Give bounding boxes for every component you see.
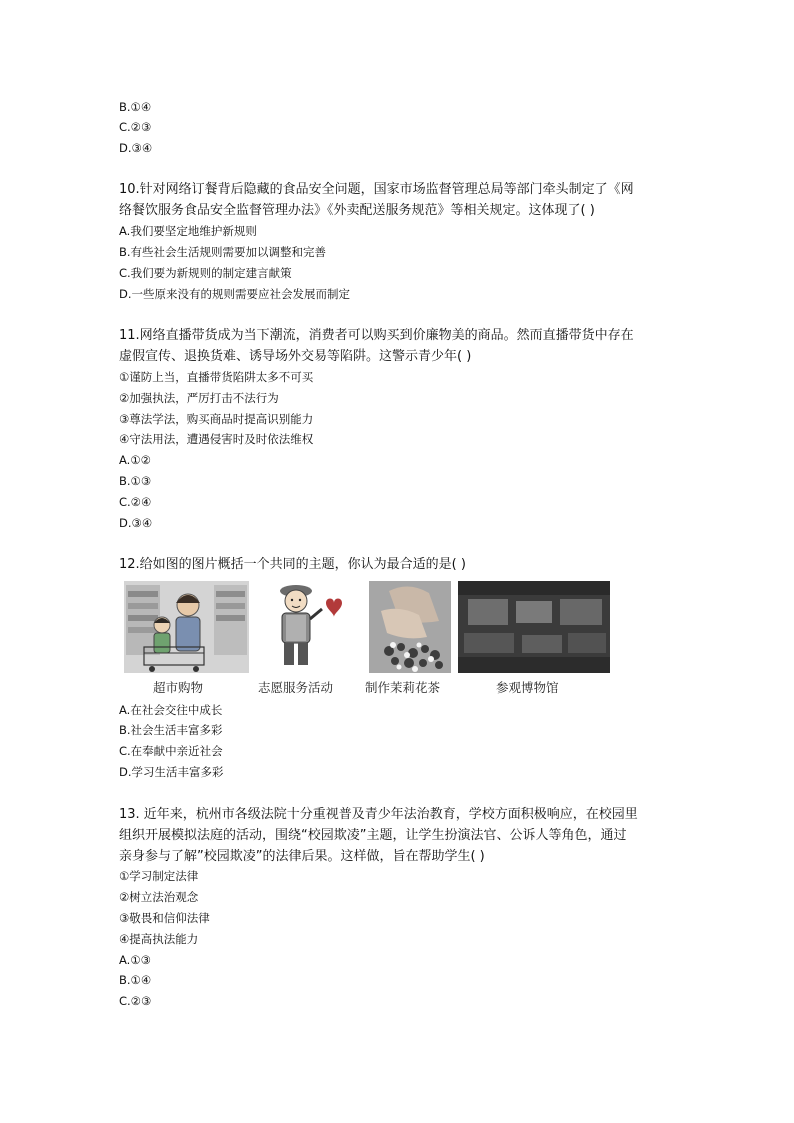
- q9-option-c: C.②③: [119, 120, 152, 134]
- caption-museum: 参观博物馆: [496, 680, 559, 695]
- jasmine-tea-image: [369, 581, 451, 673]
- caption-jasmine-tea: 制作茉莉花茶: [365, 680, 441, 695]
- q11-item-3: ③尊法学法，购买商品时提高识别能力: [119, 412, 314, 426]
- q13-stem-line3: 亲身参与了解”校园欺凌”的法律后果。这样做，旨在帮助学生( ): [119, 849, 485, 864]
- q9-option-d: D.③④: [119, 141, 153, 155]
- museum-image: [458, 581, 610, 673]
- supermarket-image: [124, 581, 249, 673]
- q13-item-1: ①学习制定法律: [119, 869, 199, 883]
- q11-option-c: C.②④: [119, 495, 152, 509]
- q12-option-b: B.社会生活丰富多彩: [119, 723, 223, 737]
- q13-option-c: C.②③: [119, 994, 152, 1008]
- q11-stem-line1: 11.网络直播带货成为当下潮流，消费者可以购买到价廉物美的商品。然而直播带货中存在: [119, 328, 634, 343]
- q11-item-2: ②加强执法，严厉打击不法行为: [119, 391, 279, 405]
- q11-item-1: ①谨防上当，直播带货陷阱太多不可买: [119, 370, 314, 384]
- caption-volunteer: 志愿服务活动: [258, 680, 334, 695]
- q11-stem-line2: 虚假宣传、退换货难、诱导场外交易等陷阱。这警示青少年( ): [119, 349, 472, 364]
- q13-item-4: ④提高执法能力: [119, 932, 199, 946]
- q12-option-c: C.在奉献中亲近社会: [119, 744, 223, 758]
- q13-item-3: ③敬畏和信仰法律: [119, 911, 210, 925]
- q9-option-b: B.①④: [119, 100, 152, 114]
- q10-option-c: C.我们要为新规则的制定建言献策: [119, 266, 292, 280]
- q13-item-2: ②树立法治观念: [119, 890, 199, 904]
- q12-stem: 12.给如图的图片概括一个共同的主题，你认为最合适的是( ): [119, 557, 466, 572]
- q12-option-d: D.学习生活丰富多彩: [119, 765, 224, 779]
- q10-option-a: A.我们要坚定地维护新规则: [119, 224, 257, 238]
- q13-option-a: A.①③: [119, 953, 151, 967]
- volunteer-image: [256, 581, 361, 673]
- q10-option-d: D.一些原来没有的规则需要应社会发展而制定: [119, 287, 351, 301]
- caption-supermarket: 超市购物: [153, 680, 204, 695]
- q13-option-b: B.①④: [119, 973, 152, 987]
- q11-option-b: B.①③: [119, 474, 152, 488]
- q13-stem-line1: 13. 近年来，杭州市各级法院十分重视普及青少年法治教育，学校方面积极响应，在校园里: [119, 807, 638, 822]
- q10-stem-line1: 10.针对网络订餐背后隐藏的食品安全问题，国家市场监督管理总局等部门牵头制定了《网: [119, 182, 634, 197]
- q13-stem-line2: 组织开展模拟法庭的活动，围绕“校园欺凌”主题，让学生扮演法官、公诉人等角色，通过: [119, 828, 627, 843]
- q11-option-a: A.①②: [119, 453, 151, 467]
- q11-option-d: D.③④: [119, 516, 153, 530]
- q10-stem-line2: 络餐饮服务食品安全监督管理办法》《外卖配送服务规范》等相关规定。这体现了( ): [119, 203, 595, 218]
- q10-option-b: B.有些社会生活规则需要加以调整和完善: [119, 245, 327, 259]
- q11-item-4: ④守法用法，遭遇侵害时及时依法维权: [119, 432, 314, 446]
- q12-option-a: A.在社会交往中成长: [119, 703, 223, 717]
